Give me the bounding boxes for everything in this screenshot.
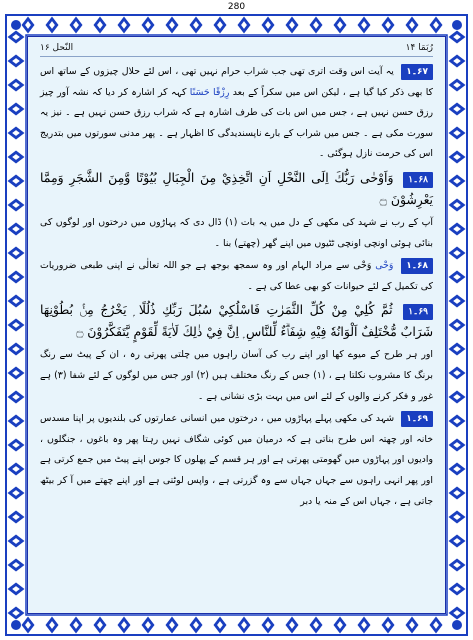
note-67 [40,62,433,165]
note-68-tag: ۶۸۔۱ [401,258,433,274]
header-divider [40,56,433,57]
juz-label: رُبَمَا ۱۴ [405,43,433,53]
note-68-line-1: وَحْی سے مراد الہام اور وہ سمجھ بوجھ ہے جو اللہ تعالٰی نے اپنی طبعی ضروریات کی تکمیل کے لئے [40,260,433,292]
page-content [27,36,446,614]
decorative-border [5,14,468,636]
verse-69-translation-line-1: اور ہر طرح کے میوے کھا اور اپنے رب کی آسان راہوں میں چلتی پھرتی رہ ، ان کے پیٹ سے رنگ [40,349,433,361]
note-67-line-1: یہ آیت اس وقت اتری تھی جب شراب حرام نہیں تھی ، اس لئے حلال چیزوں کے ساتھ اس کا [40,66,434,98]
page-header [40,43,433,53]
note-69-tag: ۶۹۔۱ [401,411,433,427]
note-68 [40,256,433,297]
note-67-quote: رِزْقًا حَسَنًا [189,86,230,98]
note-69-line-1: شہد کی مکھی پہلے پہاڑوں میں ، درختوں میں انسانی عمارتوں کی بلندیوں پر اپنا مسدس خانہ اور چھتہ [40,413,434,445]
verse-68-text: وَاَوْحٰى رَبُّكَ اِلَى النَّحْلِ اَنِ اتَّخِذِيْ مِنَ الْجِبَالِ بُيُوْتًا وَّمِنَ الشَّجَرِ وَمِمَّا يَعْرِشُوْنَ ۝ [40,169,433,207]
verse-69-tag: ۶۹۔۱ [403,304,433,320]
verse-69-text: ثُمَّ كُلِيْ مِنْ كُلِّ الثَّمَرٰتِ فَاسْلُكِيْ سُبُلَ رَبِّكِ ذُلُلًا ۭ يَخْرُجُ مِنْۢ بُطُوْنِهَا شَرَابٌ مُّخْتَلِفٌ اَلْوَانُهٗ فِيْهِ شِفَاۗءٌ لِّلنَّاسِ ۭ اِنَّ فِيْ ذٰلِكَ لَاٰيَةً لِّقَوْمٍ يَّتَفَكَّرُوْنَ ۝ [40,302,433,340]
note-67-line-5: اظہار ہے ۔ پھر مدنی سورتوں میں بتدریج اس کی حرمت نازل ہوگئی ۔ [40,127,433,160]
note-69-line-2: اس طرح بناتی ہے کہ درمیان میں کوئی شگاف نہیں رہتا پھر وہ باغوں ، جنگلوں ، وادیوں اور پہاڑوں میں [40,433,433,466]
verse-69-translation-line-3: غور و فکر کرنے والوں کے لئے اس میں بہت بڑی نشانی ہے ۔ [197,390,433,402]
verse-68-arabic [40,167,433,211]
verse-68-tag: ۶۸۔۱ [403,172,433,188]
note-68-line-2: حیوانات کو بھی عطا کی ہے ۔ [247,280,365,292]
verse-69-translation [40,345,433,407]
note-69-line-4: جہاں سے وہ گزرتی ہے ، واپس لوٹتی ہے اور اپنے چھتے میں آ کر بیٹھ جاتی ہے ، جہاں اس کے منہ یا دبر [40,474,433,507]
verse-69-translation-line-2: برنگ کا مشروب نکلتا ہے ، (۱) جس کے رنگ مختلف ہیں (۲) اور جس میں لوگوں کے لئے شفا (۳) ہے [40,369,434,381]
page-number: 280 [227,2,246,12]
note-67-line-4: اشارہ ہے کہ شراب رزق حسن نہیں ہے ۔ نیز یہ سورت مکی ہے ۔ جس میں شراب کے بارے ناپسندیدگی کا [40,107,433,139]
surah-label: النّحل ۱۶ [40,43,74,53]
border-corner-ornament [452,20,462,30]
verse-68-translation [40,213,433,254]
border-corner-ornament [452,620,462,630]
verse-69-arabic [40,299,433,343]
verse-68-translation-line-2: بنائی ہوئی اونچی اونچی ٹٹیوں میں اپنے گھر (چھتے) بنا ۔ [214,237,433,249]
note-69-line-3: گھومتی پھرتی ہے اور ہر قسم کے پھلوں کا جوس اپنے پیٹ میں جمع کرتی ہے اور پھر انہی راہوں سے جہاں [40,454,433,486]
note-67-line-2: بھی ذکر کیا گیا ہے ، لیکن اس میں سکراً کے بعد [232,86,423,98]
note-69 [40,409,433,512]
border-corner-ornament [11,20,21,30]
border-corner-ornament [11,620,21,630]
note-67-line-3: کہہ کر اشارہ کر دیا کہ نشہ آور چیز رزق حسن نہیں ہے ، جس میں اس بات کی طرف [40,86,433,119]
note-67-tag: ۶۷۔۱ [401,64,433,80]
verse-68-translation-line-1: آپ کے رب نے شہد کی مکھی کے دل میں یہ بات (۱) ڈال دی کہ پہاڑوں میں درختوں اور لوگوں کی [40,216,433,228]
note-68-quote: وَحْی [375,260,394,272]
